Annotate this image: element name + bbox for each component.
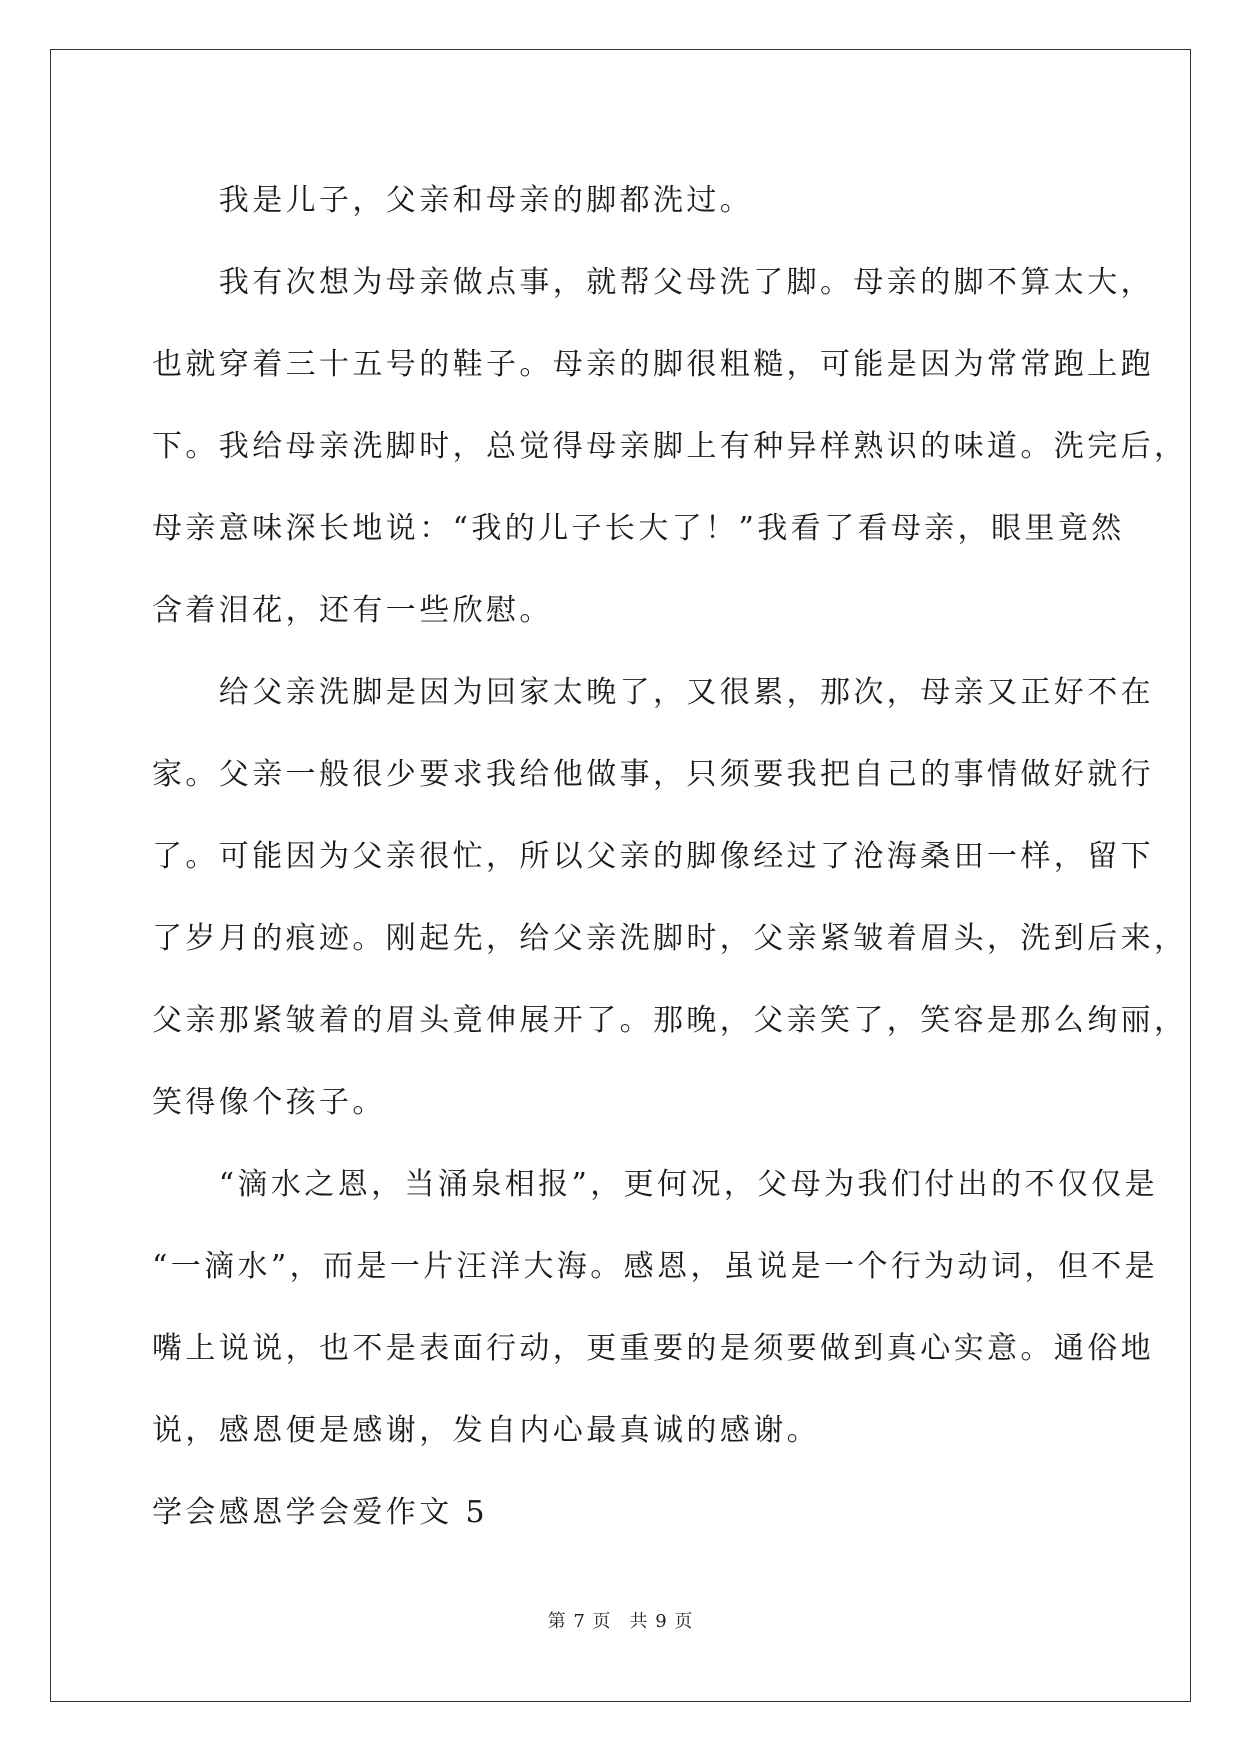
text-line: 也就穿着三十五号的鞋子。母亲的脚很粗糙，可能是因为常常跑上跑 <box>152 347 1154 382</box>
text-line: 父亲那紧皱着的眉头竟伸展开了。那晚，父亲笑了，笑容是那么绚丽， <box>152 1003 1188 1038</box>
paragraph-4 <box>152 1144 1159 1472</box>
text-line: 了岁月的痕迹。刚起先，给父亲洗脚时，父亲紧皱着眉头，洗到后来， <box>152 921 1188 956</box>
paragraph-3 <box>152 652 1188 1144</box>
text-line: 母亲意味深长地说：“我的儿子长大了！”我看了看母亲，眼里竟然 <box>152 511 1125 546</box>
text-line: 给父亲洗脚是因为回家太晚了，又很累，那次，母亲又正好不在 <box>152 675 1154 710</box>
text-line: “一滴水”，而是一片汪洋大海。感恩，虽说是一个行为动词，但不是 <box>152 1249 1159 1284</box>
text-line: 了。可能因为父亲很忙，所以父亲的脚像经过了沧海桑田一样，留下 <box>152 839 1154 874</box>
text-line: 我有次想为母亲做点事，就帮父母洗了脚。母亲的脚不算太大， <box>152 265 1154 300</box>
text-line: 笑得像个孩子。 <box>152 1085 386 1120</box>
text-line: “滴水之恩，当涌泉相报”，更何况，父母为我们付出的不仅仅是 <box>152 1167 1159 1202</box>
text-line: 下。我给母亲洗脚时，总觉得母亲脚上有种异样熟识的味道。洗完后， <box>152 429 1188 464</box>
text-line: 我是儿子，父亲和母亲的脚都洗过。 <box>152 183 754 218</box>
text-line: 家。父亲一般很少要求我给他做事，只须要我把自己的事情做好就行 <box>152 757 1154 792</box>
page-total: 共 9 页 <box>629 1611 694 1632</box>
document-body <box>152 160 1188 1554</box>
text-line: 含着泪花，还有一些欣慰。 <box>152 593 553 628</box>
page-number: 第 7 页 <box>547 1611 612 1632</box>
paragraph-2 <box>152 242 1188 652</box>
section-heading: 学会感恩学会爱作文 5 <box>152 1495 489 1530</box>
paragraph-1 <box>152 160 1092 242</box>
text-line: 嘴上说说，也不是表面行动，更重要的是须要做到真心实意。通俗地 <box>152 1331 1154 1366</box>
text-line: 说，感恩便是感谢，发自内心最真诚的感谢。 <box>152 1413 820 1448</box>
page-footer <box>0 1607 1241 1633</box>
